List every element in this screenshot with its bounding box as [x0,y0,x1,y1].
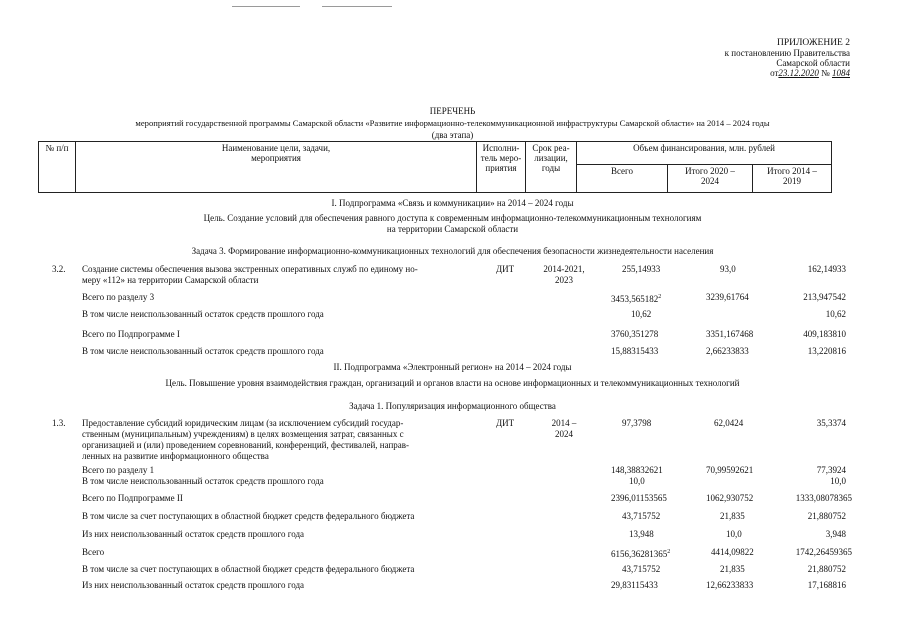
section-2-title: II. Подпрограмма «Электронный регион» на 2014 – 2024 годы [333,362,572,372]
section-1-row-1-label: В том числе неиспользованный остаток средств прошлого года [82,309,324,319]
section-2-row-5-label: Всего [82,547,105,557]
section-1-row-2-total: 3760,351278 [611,329,659,339]
item-3-2-total: 255,14933 [622,264,661,274]
section-1-row-3-total: 15,88315433 [611,346,659,356]
section-2-row-7-total-2020-2024: 12,66233833 [706,580,754,590]
table-header [38,141,832,193]
section-1-row-0-total-2014-2019: 213,947542 [803,292,846,302]
section-1-row-0-total-value: 3453,565182 [611,294,659,304]
scan-line-left [232,6,300,7]
item-3-2-total-2020-2024: 93,0 [720,264,736,274]
section-2-row-5-total [611,547,670,559]
scan-line-right [322,6,392,7]
section-2-row-4-label: Из них неиспользованный остаток средств прошлого года [82,529,305,539]
section-2-row-2-total-2014-2019: 1333,08078365 [795,493,852,503]
section-1-row-2-label: Всего по Подпрограмме I [82,329,180,339]
section-2-row-1-total: 10,0 [629,476,645,486]
item-1-3-name-line-3: организацией и (или) проведением соревнований, конференций, фестивалей, направ- [82,440,410,450]
section-2-row-0-label: Всего по разделу 1 [82,465,155,475]
section-2-row-3-total: 43,715752 [622,511,661,521]
section-2-row-7-total: 29,83115433 [611,580,658,590]
section-1-task: Задача 3. Формирование информационно-коммуникационных технологий для обеспечения безопасности жизнедеятельности населения [191,246,714,256]
section-1-row-2-total-2014-2019: 409,183810 [803,329,846,339]
section-2-row-0-total-2014-2019: 77,3924 [816,465,846,475]
appendix-number: 1084 [832,68,850,78]
section-1-row-0-footnote: 2 [658,294,662,300]
item-3-2-total-2014-2019: 162,14933 [807,264,846,274]
header-total: Всего [577,165,668,193]
header-total-2014-2019-text: Итого 2014 – 2019 [767,166,817,187]
item-1-3-period-line-1: 2014 – [551,418,577,428]
section-2-row-1-label: В том числе неиспользованный остаток средств прошлого года [82,476,324,486]
header-period: Срок реа-лизации, годы [526,142,577,193]
section-1-row-0-total [611,292,661,304]
header-total-2014-2019 [753,165,832,193]
section-2-row-4-total-2020-2024: 10,0 [726,529,742,539]
item-3-2-period-line-2: 2023 [555,275,573,285]
section-1-row-0-label: Всего по разделу 3 [82,292,155,302]
section-2-goal: Цель. Повышение уровня взаимодействия граждан, организаций и органов власти на основе информационных и телекоммуникационных технологий [165,378,740,388]
section-2-row-6-total-2014-2019: 21,880752 [807,564,846,574]
header-name [76,142,477,193]
section-1-title: I. Подпрограмма «Связь и коммуникации» на 2014 – 2024 годы [331,198,574,208]
section-2-row-0-total-2020-2024: 70,99592621 [706,465,754,475]
section-1-row-1-total: 10,62 [631,309,652,319]
header-number: № п/п [39,142,76,193]
appendix-from: от [770,68,779,78]
section-2-row-7-total-2014-2019: 17,168816 [807,580,846,590]
document-stages: (два этапа) [431,130,474,140]
section-2-row-2-total: 2396,01153565 [611,493,667,503]
section-2-row-3-total-2014-2019: 21,880752 [807,511,846,521]
section-2-row-3-total-2020-2024: 21,835 [720,511,745,521]
section-1-row-1-total-2014-2019: 10,62 [825,309,846,319]
appendix-line-1: к постановлению Правительства [724,48,850,58]
item-3-2-period-line-1: 2014-2021, [543,264,585,274]
item-3-2-number: 3.2. [52,264,66,274]
document-title: ПЕРЕЧЕНЬ [429,106,476,116]
item-1-3-executor: ДИТ [496,418,515,428]
section-2-row-5-footnote: 2 [667,549,671,555]
section-2-row-5-total-2014-2019: 1742,26459365 [795,547,852,557]
item-3-2-executor: ДИТ [496,264,515,274]
header-total-2020-2024-text: Итого 2020 – 2024 [685,166,735,187]
section-1-row-0-total-2020-2024: 3239,61764 [706,292,749,302]
section-1-goal-line-1: Цель. Создание условий для обеспечения равного доступа к современным информационно-телекоммуникационным технологиям [203,213,702,223]
section-1-goal-line-2: на территории Самарской области [386,224,519,234]
item-1-3-total-2020-2024: 62,0424 [714,418,744,428]
appendix-date-line [700,68,850,78]
section-1-row-3-total-2020-2024: 2,66233833 [706,346,749,356]
section-2-row-6-total-2020-2024: 21,835 [720,564,745,574]
section-2-row-6-total: 43,715752 [622,564,661,574]
item-3-2-name-line-2: меру «112» на территории Самарской области [82,275,259,285]
section-2-row-2-total-2020-2024: 1062,930752 [706,493,754,503]
section-2-row-5-total-value: 6156,36281365 [611,549,668,559]
appendix-heading: ПРИЛОЖЕНИЕ 2 [776,38,850,48]
section-2-row-3-label: В том числе за счет поступающих в областной бюджет средств федерального бюджета [82,511,415,521]
item-1-3-name-line-1: Предоставление субсидий юридическим лицам (за исключением субсидий государ- [82,418,404,428]
header-total-2020-2024 [668,165,753,193]
header-executor: Исполни-тель меро-приятия [477,142,526,193]
item-1-3-period-line-2: 2024 [555,429,573,439]
item-1-3-total-2014-2019: 35,3374 [816,418,846,428]
section-2-row-1-total-2014-2019: 10,0 [830,476,846,486]
section-2-row-5-total-2020-2024: 4414,09822 [711,547,754,557]
section-2-row-0-total: 148,38832621 [611,465,663,475]
item-1-3-total: 97,3798 [622,418,652,428]
section-1-row-2-total-2020-2024: 3351,167468 [706,329,754,339]
section-2-row-6-label: В том числе за счет поступающих в областной бюджет средств федерального бюджета [82,564,415,574]
item-3-2-name-line-1: Создание системы обеспечения вызова экстренных оперативных служб по единому но- [82,264,418,274]
header-funding: Объем финансирования, млн. рублей [577,142,832,165]
appendix-date: 23.12.2020 [778,68,819,78]
section-1-row-3-total-2014-2019: 13,220816 [807,346,846,356]
section-1-row-3-label: В том числе неиспользованный остаток средств прошлого года [82,346,324,356]
section-2-row-7-label: Из них неиспользованный остаток средств прошлого года [82,580,305,590]
item-1-3-number: 1.3. [52,418,66,428]
appendix-line-2: Самарской области [776,58,850,68]
section-2-row-4-total-2014-2019: 3,948 [825,529,846,539]
document-subtitle: мероприятий государственной программы Самарской области «Развитие информационно-телекоммуникационной инфраструктуры Самарской области» на 2014 – 2024 годы [135,118,770,128]
appendix-block [700,38,850,78]
section-2-row-4-total: 13,948 [629,529,654,539]
item-1-3-name-line-4: ленных на развитие информационного общества [82,451,269,461]
header-name-text: Наименование цели, задачи, мероприятия [221,143,331,163]
section-2-row-2-label: Всего по Подпрограмме II [82,493,183,503]
appendix-number-sign: № [821,68,830,78]
section-2-task: Задача 1. Популяризация информационного общества [349,401,556,411]
item-1-3-name-line-2: ственным (муниципальным) учреждениям) в целях возмещения затрат, связанных с [82,429,404,439]
